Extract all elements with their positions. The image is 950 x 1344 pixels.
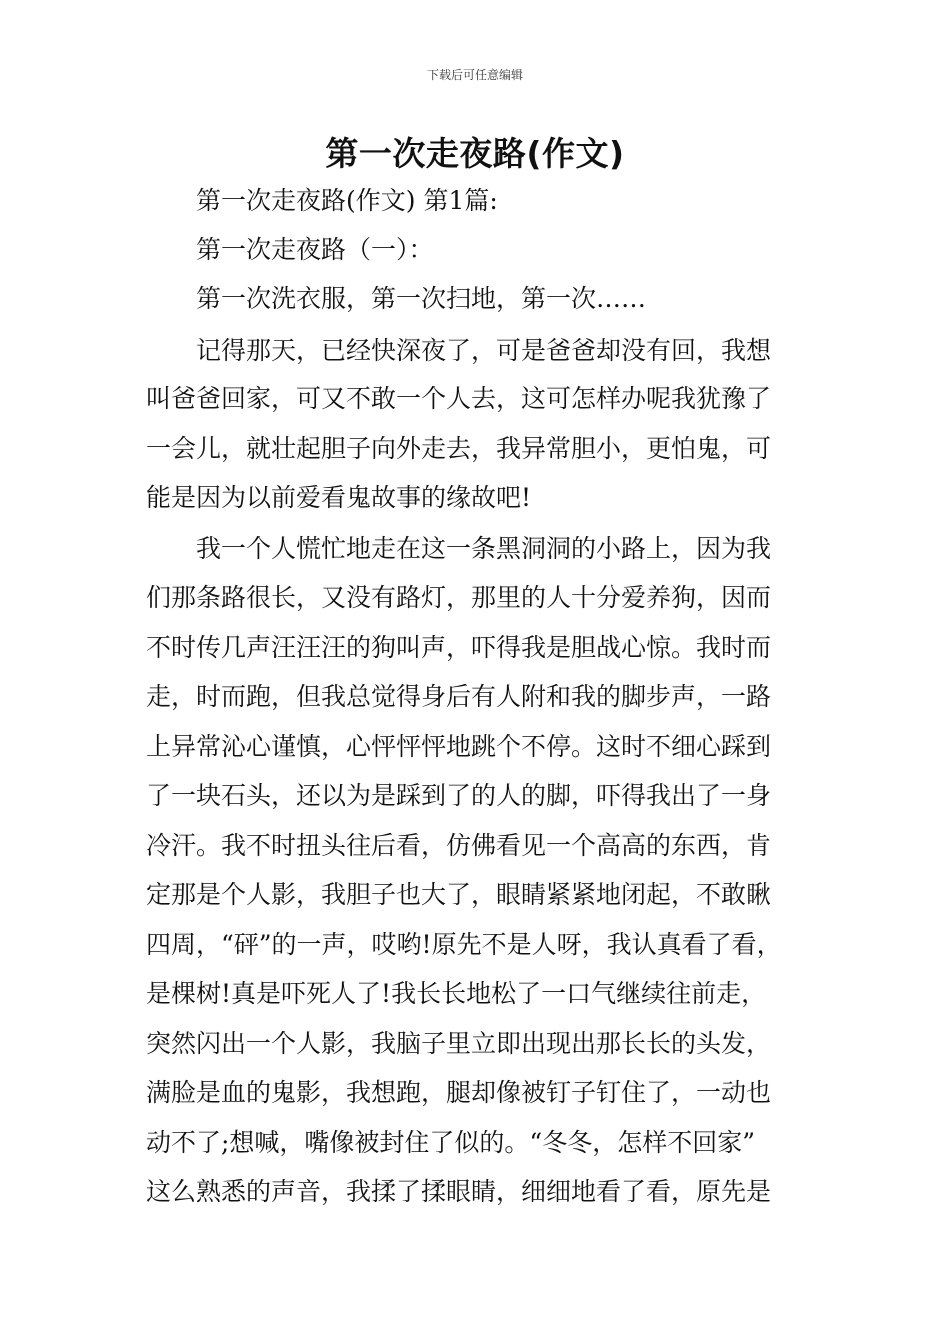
paragraph-line: 冷汗。我不时扭头往后看，仿佛看见一个高高的东西，肯 (146, 831, 772, 860)
page-header-note: 下载后可任意编辑 (426, 68, 523, 82)
paragraph-line: 了一块石头，还以为是踩到了的人的脚，吓得我出了一身 (146, 781, 772, 810)
paragraph-line: 四周，“砰”的一声，哎哟!原先不是人呀，我认真看了看， (146, 930, 782, 959)
paragraph-line: 是棵树!真是吓死人了!我长长地松了一口气继续往前走， (146, 979, 767, 1008)
paragraph-line: 一会儿，就壮起胆子向外走去，我异常胆小，更怕鬼，可 (146, 434, 772, 463)
paragraph-line: 们那条路很长，又没有路灯，那里的人十分爱养狗，因而 (146, 583, 772, 612)
paragraph-line: 满脸是血的鬼影，我想跑，腿却像被钉子钉住了，一动也 (146, 1078, 772, 1107)
paragraph-line: 动不了;想喊，嘴像被封住了似的。“冬冬，怎样不回家” (146, 1128, 755, 1157)
paragraph-line: 能是因为以前爱看鬼故事的缘故吧! (146, 483, 532, 512)
intro-line: 第一次洗衣服，第一次扫地，第一次…… (196, 284, 647, 313)
intro-line: 第一次走夜路(作文) 第1篇: (196, 186, 498, 215)
paragraph-line: 突然闪出一个人影，我脑子里立即出现出那长长的头发， (146, 1029, 772, 1058)
paragraph-line: 定那是个人影，我胆子也大了，眼睛紧紧地闭起，不敢瞅 (146, 880, 772, 909)
paragraph-line: 这么熟悉的声音，我揉了揉眼睛，细细地看了看，原先是 (146, 1177, 772, 1206)
paragraph-line: 记得那天，已经快深夜了，可是爸爸却没有回，我想 (196, 336, 772, 365)
document-title: 第一次走夜路(作文) (325, 134, 625, 173)
paragraph-line: 我一个人慌忙地走在这一条黑洞洞的小路上，因为我 (196, 534, 772, 563)
paragraph-line: 走，时而跑，但我总觉得身后有人附和我的脚步声，一路 (146, 682, 772, 711)
paragraph-line: 不时传几声汪汪汪的狗叫声，吓得我是胆战心惊。我时而 (146, 633, 772, 662)
paragraph-line: 上异常沁心谨慎，心怦怦怦地跳个不停。这时不细心踩到 (146, 732, 772, 761)
intro-line: 第一次走夜路（一）： (196, 235, 434, 264)
paragraph-line: 叫爸爸回家，可又不敢一个人去，这可怎样办呢我犹豫了 (146, 384, 772, 413)
